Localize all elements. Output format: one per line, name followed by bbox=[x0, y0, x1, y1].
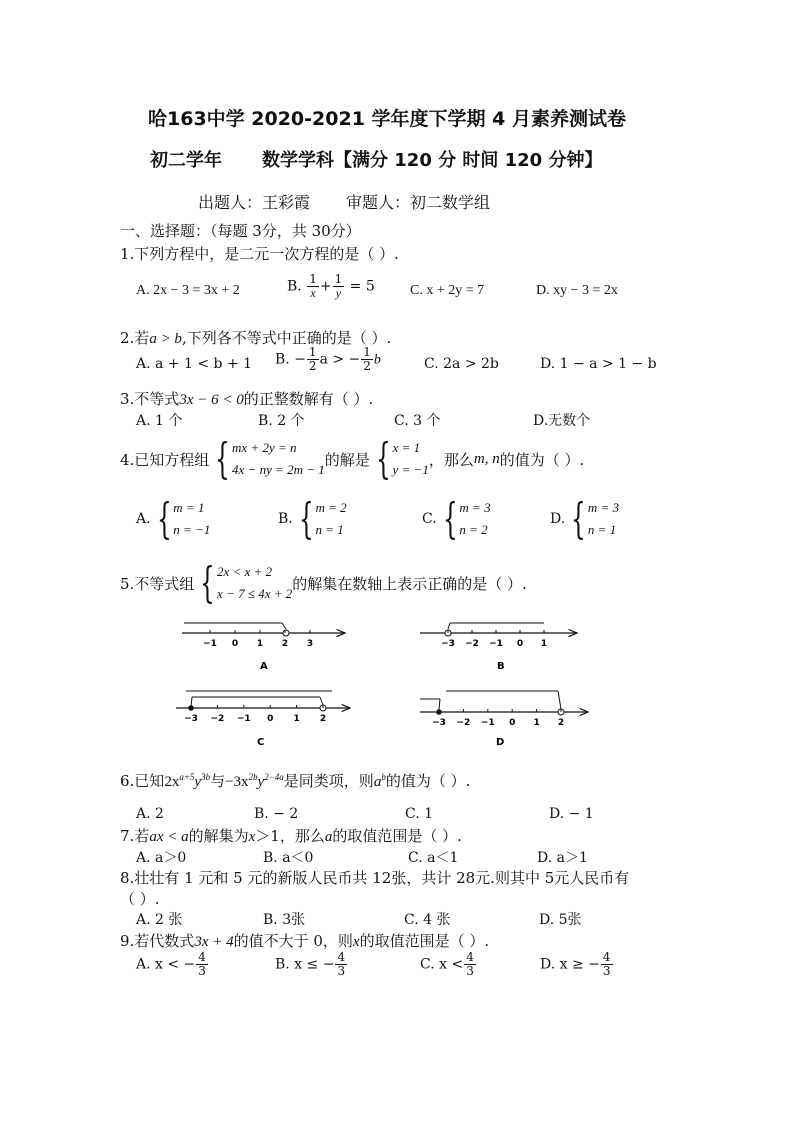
q1-option-b bbox=[287, 273, 375, 300]
q8-option-b: B. 3张 bbox=[263, 912, 306, 928]
tick-label: −1 bbox=[203, 639, 217, 649]
tick-label: 1 bbox=[256, 639, 264, 649]
q3-option-b: B. 2 个 bbox=[258, 413, 305, 429]
term-var: y bbox=[257, 774, 265, 790]
q8-option-c: C. 4 张 bbox=[404, 912, 451, 928]
exponent: 3b bbox=[201, 772, 211, 782]
stem-text: 的解集为 bbox=[188, 827, 249, 845]
stem-text: 与 bbox=[210, 772, 226, 790]
equation-line: n = 1 bbox=[587, 522, 617, 537]
q9-option-c bbox=[420, 951, 477, 978]
stem-text: 的取值范围是（ ）. bbox=[359, 932, 490, 950]
stem-text: 的解是 bbox=[324, 450, 370, 469]
equation-line: 4x − ny = 2m − 1 bbox=[232, 462, 325, 477]
stem-text: 的值不大于 0，则 bbox=[233, 932, 353, 950]
grade-label: 初二学年 bbox=[150, 150, 222, 171]
stem-text: 4.已知方程组 bbox=[120, 450, 210, 469]
exam-title: 哈163中学 2020-2021 学年度下学期 4 月素养测试卷 bbox=[148, 108, 626, 130]
number-line-a bbox=[170, 615, 360, 675]
stem-math: 3x − 6 < 0 bbox=[179, 392, 244, 408]
denominator: 3 bbox=[198, 964, 206, 978]
solution-system bbox=[370, 434, 429, 483]
question-5-stem bbox=[120, 558, 527, 607]
stem-text: 9.若代数式 bbox=[120, 932, 195, 950]
numerator: 1 bbox=[334, 272, 343, 286]
q6-option-c: C. 1 bbox=[405, 806, 434, 822]
exponent: 2b bbox=[248, 772, 258, 782]
stem-text: 5.不等式组 bbox=[120, 574, 195, 593]
equation-line: n = −1 bbox=[173, 522, 211, 537]
stem-math: x bbox=[248, 829, 256, 845]
stem-text: ，那么 bbox=[428, 450, 474, 469]
denominator: 3 bbox=[602, 964, 611, 978]
tick-label: −3 bbox=[432, 718, 446, 728]
numerator: 4 bbox=[337, 950, 346, 964]
q1-option-c: C. x + 2y = 7 bbox=[410, 283, 485, 298]
equation-line: m = 3 bbox=[459, 500, 491, 515]
stem-math: x bbox=[352, 934, 360, 950]
q9-option-d bbox=[540, 951, 614, 978]
denominator: x bbox=[310, 286, 316, 300]
stem-math: a bbox=[324, 829, 333, 845]
stem-text: ＞1，那么 bbox=[255, 827, 325, 845]
equation-line: m = 3 bbox=[587, 500, 620, 515]
equation-line: m = 2 bbox=[315, 500, 347, 515]
exponent: b bbox=[381, 772, 386, 782]
denominator: 2 bbox=[308, 359, 317, 373]
author: 出题人：王彩霞 bbox=[198, 193, 311, 212]
q9-option-a bbox=[136, 951, 209, 978]
option-label: B. bbox=[278, 511, 293, 527]
q6-option-b: B. − 2 bbox=[254, 806, 299, 822]
term-var: y bbox=[194, 774, 202, 790]
q4-option-c bbox=[422, 494, 491, 543]
denominator: 2 bbox=[363, 359, 371, 373]
q1-option-d: D. xy − 3 = 2x bbox=[536, 283, 618, 298]
tick-label: 1 bbox=[293, 714, 300, 724]
exponent: 2−4a bbox=[264, 772, 284, 782]
stem-math: a > b bbox=[149, 331, 182, 347]
option-label: B. x ≤ − bbox=[275, 956, 335, 973]
equation-system bbox=[209, 434, 325, 483]
stem-text: 的值为（ ）. bbox=[385, 772, 471, 790]
inequality-mid: a > − bbox=[319, 351, 361, 368]
equation-line: n = 1 bbox=[315, 522, 344, 537]
question-4-stem bbox=[120, 434, 585, 483]
q2-option-b bbox=[275, 346, 381, 373]
number-line-b bbox=[412, 615, 597, 675]
stem-text: 7.若 bbox=[120, 827, 150, 845]
brace-icon: { bbox=[298, 494, 314, 543]
inequality-system bbox=[194, 558, 293, 607]
equation-line: mx + 2y = n bbox=[232, 440, 297, 455]
q2-option-a: A. a + 1 < b + 1 bbox=[136, 356, 253, 372]
numerator: 1 bbox=[309, 272, 317, 286]
q7-option-c: C. a＜1 bbox=[408, 850, 459, 866]
term-base: 2x bbox=[164, 774, 180, 790]
tick-label: 0 bbox=[516, 639, 524, 649]
number-line-c bbox=[170, 685, 360, 750]
q6-option-d: D. − 1 bbox=[549, 806, 594, 822]
tick-label: −1 bbox=[236, 714, 251, 724]
numerator: 1 bbox=[308, 345, 317, 359]
numerator: 4 bbox=[198, 950, 206, 964]
q3-option-d: D.无数个 bbox=[533, 413, 591, 429]
variable: b bbox=[373, 352, 381, 368]
figure-label: A bbox=[260, 661, 268, 672]
numerator: 1 bbox=[363, 345, 371, 359]
q4-option-a bbox=[136, 494, 211, 543]
option-label: A. bbox=[136, 511, 151, 527]
tick-label: 1 bbox=[540, 639, 548, 649]
reviewer: 审题人：初二数学组 bbox=[346, 193, 491, 212]
tick-label: −1 bbox=[480, 718, 495, 728]
q7-option-d: D. a＞1 bbox=[537, 850, 588, 866]
tick-label: −2 bbox=[456, 718, 471, 728]
question-6-stem bbox=[120, 770, 470, 791]
equation-line: y = −1 bbox=[392, 462, 429, 477]
term-base: −3x bbox=[225, 774, 249, 790]
denominator: 3 bbox=[466, 964, 474, 978]
question-9-stem bbox=[120, 930, 489, 951]
question-8-blank: （ ）. bbox=[120, 890, 160, 908]
figure-label: C bbox=[257, 737, 265, 748]
stem-text: 的正整数解有（ ）. bbox=[243, 390, 374, 408]
stem-math: m, n bbox=[473, 450, 500, 467]
tick-label: 2 bbox=[319, 714, 327, 724]
q2-option-c: C. 2a > 2b bbox=[424, 356, 499, 372]
tick-label: −1 bbox=[489, 639, 503, 649]
q8-option-a: A. 2 张 bbox=[136, 912, 183, 928]
brace-icon: { bbox=[442, 494, 458, 543]
figure-label: D bbox=[496, 737, 505, 748]
tick-label: 1 bbox=[533, 718, 540, 728]
stem-text: 的解集在数轴上表示正确的是（ ）. bbox=[292, 574, 527, 593]
q4-option-d bbox=[550, 494, 620, 543]
q9-option-b bbox=[275, 951, 348, 978]
tick-label: 2 bbox=[557, 718, 565, 728]
stem-text: 3.不等式 bbox=[120, 390, 180, 408]
q7-option-b: B. a＜0 bbox=[263, 850, 314, 866]
brace-icon: { bbox=[156, 494, 172, 543]
tick-label: −2 bbox=[465, 639, 479, 649]
number-line-d bbox=[412, 685, 597, 750]
q1-option-a: A. 2x − 3 = 3x + 2 bbox=[136, 283, 240, 298]
tick-label: −3 bbox=[184, 714, 198, 724]
tick-label: 3 bbox=[306, 639, 314, 649]
numerator: 4 bbox=[466, 950, 474, 964]
stem-text: 是同类项，则 bbox=[283, 772, 374, 790]
stem-text: 的值为（ ）. bbox=[499, 450, 585, 469]
option-label: D. bbox=[550, 511, 566, 527]
operator: + bbox=[319, 278, 332, 295]
question-7-stem bbox=[120, 825, 462, 846]
equation-line: m = 1 bbox=[173, 500, 205, 515]
q7-option-a: A. a＞0 bbox=[136, 850, 187, 866]
question-2-stem bbox=[120, 327, 391, 348]
question-1-stem: 1.下列方程中，是二元一次方程的是（ ）. bbox=[120, 245, 399, 263]
tick-label: 0 bbox=[231, 639, 239, 649]
brace-icon: { bbox=[200, 558, 216, 607]
option-label: A. x < − bbox=[136, 956, 196, 973]
option-label: B. bbox=[287, 278, 302, 295]
equation-line: x = 1 bbox=[392, 440, 421, 455]
stem-text: 6.已知 bbox=[120, 772, 165, 790]
equation-line: n = 2 bbox=[459, 522, 488, 537]
brace-icon: { bbox=[571, 494, 586, 543]
question-3-stem bbox=[120, 388, 373, 409]
denominator: 3 bbox=[337, 964, 346, 978]
tick-label: −3 bbox=[441, 639, 455, 649]
q6-option-a: A. 2 bbox=[136, 806, 164, 822]
subject-info: 数学学科【满分 120 分 时间 120 分钟】 bbox=[262, 150, 603, 171]
stem-text: 2.若 bbox=[120, 329, 150, 347]
q3-option-a: A. 1 个 bbox=[136, 413, 183, 429]
q2-option-d: D. 1 − a > 1 − b bbox=[540, 356, 657, 372]
option-label: D. x ≥ − bbox=[540, 956, 600, 973]
q3-option-c: C. 3 个 bbox=[394, 413, 441, 429]
tick-label: 0 bbox=[509, 718, 516, 728]
term-base: a bbox=[373, 774, 382, 790]
tick-label: −2 bbox=[210, 714, 225, 724]
q8-option-d: D. 5张 bbox=[539, 912, 582, 928]
stem-math: ax < a bbox=[149, 829, 189, 845]
equation-line: x − 7 ≤ 4x + 2 bbox=[217, 586, 293, 601]
brace-icon: { bbox=[215, 434, 231, 483]
stem-text: 的取值范围是（ ）. bbox=[332, 827, 462, 845]
equation-rest: = 5 bbox=[349, 278, 375, 295]
option-label: C. x < bbox=[420, 956, 464, 973]
option-label: C. bbox=[422, 511, 437, 527]
denominator: y bbox=[335, 286, 342, 300]
exponent: a+5 bbox=[179, 772, 195, 782]
numerator: 4 bbox=[602, 950, 611, 964]
q4-option-b bbox=[278, 494, 347, 543]
question-8-stem: 8.壮壮有 1 元和 5 元的新版人民币共 12张，共计 28元.则其中 5元人民币有 bbox=[120, 869, 630, 887]
figure-label: B bbox=[497, 661, 505, 672]
tick-label: 0 bbox=[267, 714, 274, 724]
section-heading: 一、选择题：（每题 3分，共 30分） bbox=[120, 222, 361, 240]
equation-line: 2x < x + 2 bbox=[217, 564, 273, 579]
stem-math: 3x + 4 bbox=[194, 934, 234, 950]
option-label: B. − bbox=[275, 351, 306, 368]
stem-text: ,下列各不等式中正确的是（ ）. bbox=[181, 329, 392, 347]
tick-label: 2 bbox=[281, 639, 289, 649]
brace-icon: { bbox=[375, 434, 391, 483]
